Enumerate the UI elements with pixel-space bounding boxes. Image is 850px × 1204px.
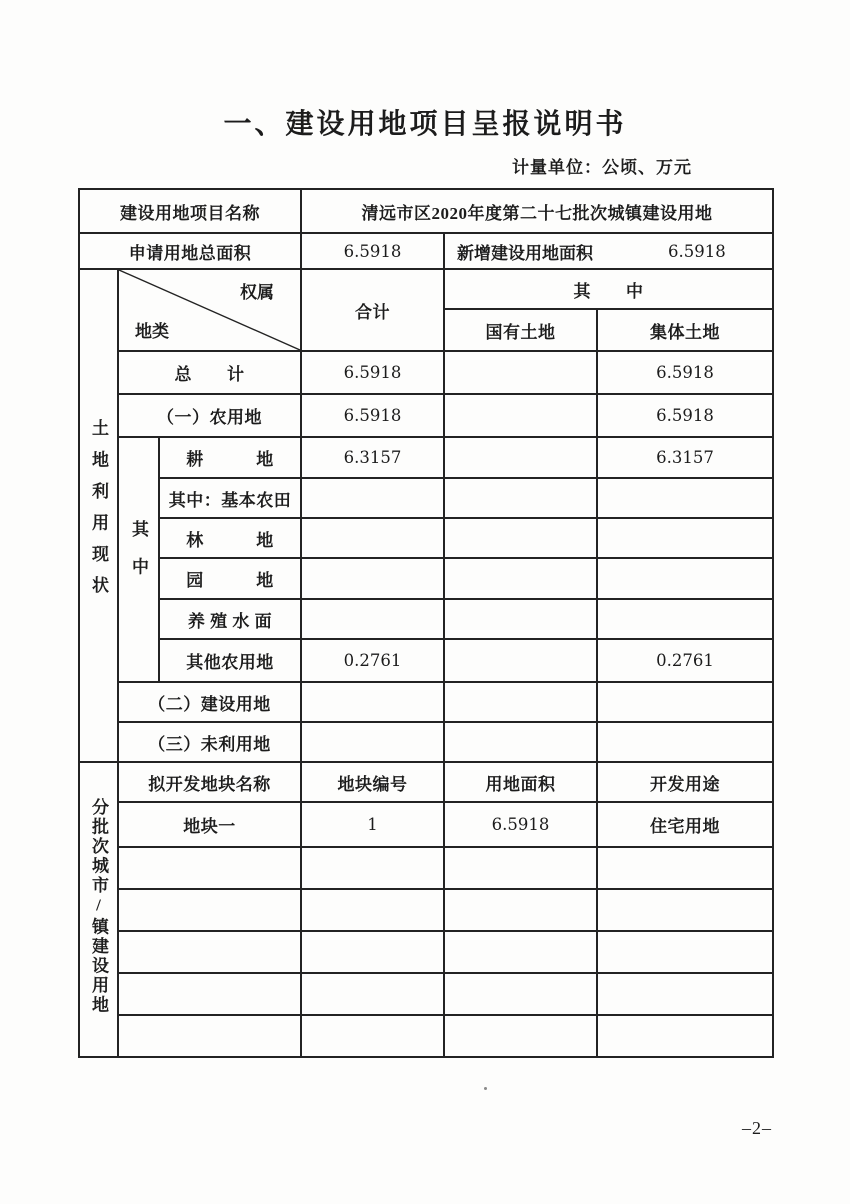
row-label: 林 地 [159,518,301,558]
total-area-value: 6.5918 [301,233,444,269]
table-row [79,973,773,1015]
value-total [301,682,444,722]
column-header-among: 其 中 [444,269,773,309]
land-use-section-cell [79,269,118,762]
parcel-name [118,1015,301,1057]
table-row [79,1015,773,1057]
parcel-number: 1 [301,802,444,847]
table-row [79,599,773,639]
column-header-state-owned: 国有土地 [444,309,597,351]
table-row [79,437,773,478]
table-row [79,722,773,762]
batch-header-area: 用地面积 [444,762,597,802]
value-state-owned [444,722,597,762]
row-label: （三）未利用地 [118,722,301,762]
batch-section-label: 分批次城市/镇建设用地 [89,798,108,1016]
value-collective [597,518,773,558]
value-collective: 6.5918 [597,394,773,437]
table-row [79,394,773,437]
column-header-total: 合计 [301,269,444,351]
batch-header-usage: 开发用途 [597,762,773,802]
parcel-area: 6.5918 [444,802,597,847]
value-state-owned [444,558,597,599]
value-collective: 6.5918 [597,351,773,394]
row-label: 耕 地 [159,437,301,478]
value-total: 6.5918 [301,351,444,394]
row-label: 其中：基本农田 [159,478,301,518]
value-state-owned [444,639,597,682]
row-label: 其他农用地 [159,639,301,682]
parcel-usage [597,1015,773,1057]
table-row [79,762,773,802]
value-collective [597,682,773,722]
parcel-name [118,889,301,931]
value-collective [597,558,773,599]
new-area-cell [444,233,773,269]
project-name-value: 清远市区2020年度第二十七批次城镇建设用地 [301,189,773,233]
column-header-collective: 集体土地 [597,309,773,351]
parcel-usage [597,847,773,889]
row-label: 养 殖 水 面 [159,599,301,639]
project-name-label: 建设用地项目名称 [79,189,301,233]
batch-header-name: 拟开发地块名称 [118,762,301,802]
row-label: （二）建设用地 [118,682,301,722]
value-state-owned [444,518,597,558]
row-label: 园 地 [159,558,301,599]
parcel-area [444,889,597,931]
new-area-value: 6.5918 [667,241,726,261]
value-total [301,599,444,639]
value-collective: 0.2761 [597,639,773,682]
total-area-label: 申请用地总面积 [79,233,301,269]
value-total: 0.2761 [301,639,444,682]
parcel-area [444,931,597,973]
parcel-name [118,973,301,1015]
value-state-owned [444,599,597,639]
parcel-area [444,847,597,889]
among-section-cell [118,437,159,682]
value-total: 6.5918 [301,394,444,437]
new-area-label: 新增建设用地面积 [457,243,594,263]
value-collective [597,478,773,518]
table-row [79,478,773,518]
value-state-owned [444,478,597,518]
parcel-number [301,1015,444,1057]
table-row [79,233,773,269]
parcel-usage [597,931,773,973]
value-total [301,518,444,558]
parcel-number [301,973,444,1015]
table-row [79,269,773,309]
parcel-number [301,889,444,931]
value-collective [597,599,773,639]
parcel-name: 地块一 [118,802,301,847]
batch-header-number: 地块编号 [301,762,444,802]
table-row [79,682,773,722]
parcel-usage [597,973,773,1015]
measurement-unit-note: 计量单位：公顷、万元 [512,158,692,177]
table-row [79,802,773,847]
page-number: –2– [742,1118,772,1138]
parcel-area [444,1015,597,1057]
table-row [79,558,773,599]
parcel-area [444,973,597,1015]
table-row [79,189,773,233]
row-label: 总 计 [118,351,301,394]
value-collective: 6.3157 [597,437,773,478]
parcel-name [118,931,301,973]
parcel-usage: 住宅用地 [597,802,773,847]
corner-label-ownership: 权属 [240,283,275,302]
table-row [79,351,773,394]
value-collective [597,722,773,762]
declaration-table [78,188,774,1058]
parcel-number [301,931,444,973]
value-state-owned [444,394,597,437]
diagonal-header-cell [118,269,301,351]
parcel-usage [597,889,773,931]
table-row [79,889,773,931]
table-row [79,847,773,889]
value-total [301,478,444,518]
table-row [79,931,773,973]
value-state-owned [444,682,597,722]
table-row [79,518,773,558]
scan-artifact-dot [484,1087,487,1090]
value-total: 6.3157 [301,437,444,478]
batch-section-cell [79,762,118,1057]
parcel-number [301,847,444,889]
among-section-label: 其中 [129,519,148,595]
value-state-owned [444,351,597,394]
value-total [301,558,444,599]
value-total [301,722,444,762]
page-title: 一、建设用地项目呈报说明书 [223,109,627,140]
land-use-section-label: 土地利用现状 [89,418,108,608]
parcel-name [118,847,301,889]
row-label: （一）农用地 [118,394,301,437]
corner-label-landtype: 地类 [135,322,169,341]
table-row [79,639,773,682]
value-state-owned [444,437,597,478]
